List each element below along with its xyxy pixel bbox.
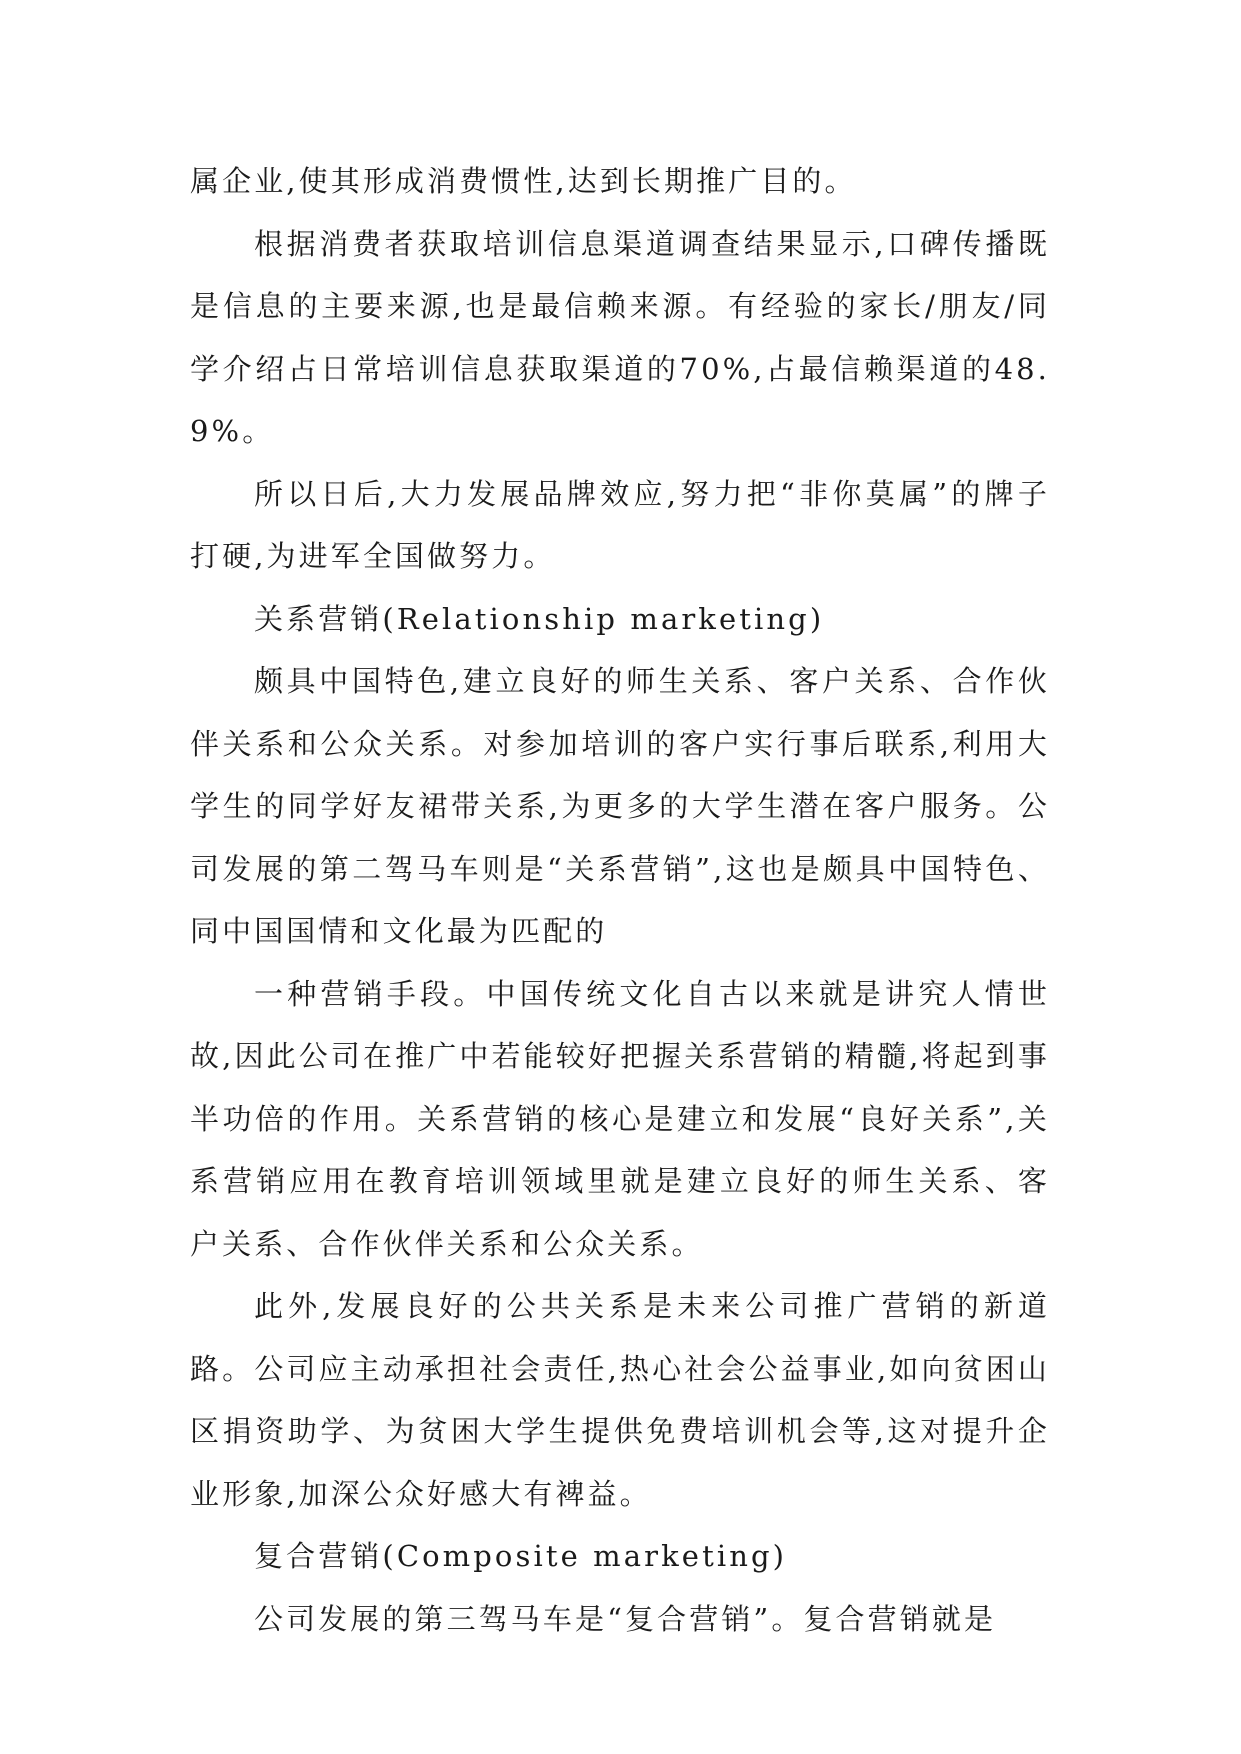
paragraph-3: 所以日后,大力发展品牌效应,努力把“非你莫属”的牌子打硬,为进军全国做努力。 [190, 476, 1050, 573]
paragraph-1: 属企业,使其形成消费惯性,达到长期推广目的。 [190, 164, 857, 198]
paragraph-7: 此外,发展良好的公共关系是未来公司推广营销的新道路。公司应主动承担社会责任,热心社会公益事业,如向贫困山区捐资助学、为贫困大学生提供免费培训机会等,这对提升企业形象,加深公众好感大有裨益。 [190, 1289, 1050, 1511]
paragraph-2: 根据消费者获取培训信息渠道调查结果显示,口碑传播既是信息的主要来源,也是最信赖来源。有经验的家长/朋友/同学介绍占日常培训信息获取渠道的70%,占最信赖渠道的48.9%。 [190, 226, 1050, 448]
section-heading-relationship-marketing: 关系营销(Relationship marketing) [254, 601, 825, 636]
document-body [190, 150, 1050, 1650]
paragraph-6: 一种营销手段。中国传统文化自古以来就是讲究人情世故,因此公司在推广中若能较好把握关系营销的精髓,将起到事半功倍的作用。关系营销的核心是建立和发展“良好关系”,关系营销应用在教育培训领域里就是建立良好的师生关系、客户关系、合作伙伴关系和公众关系。 [190, 976, 1050, 1261]
paragraph-9: 公司发展的第三驾马车是“复合营销”。复合营销就是 [254, 1601, 997, 1636]
section-heading-composite-marketing: 复合营销(Composite marketing) [254, 1539, 788, 1573]
paragraph-5: 颇具中国特色,建立良好的师生关系、客户关系、合作伙伴关系和公众关系。对参加培训的客户实行事后联系,利用大学生的同学好友裙带关系,为更多的大学生潜在客户服务。公司发展的第二驾马车则是“关系营销”,这也是颇具中国特色、同中国国情和文化最为匹配的 [190, 664, 1050, 948]
